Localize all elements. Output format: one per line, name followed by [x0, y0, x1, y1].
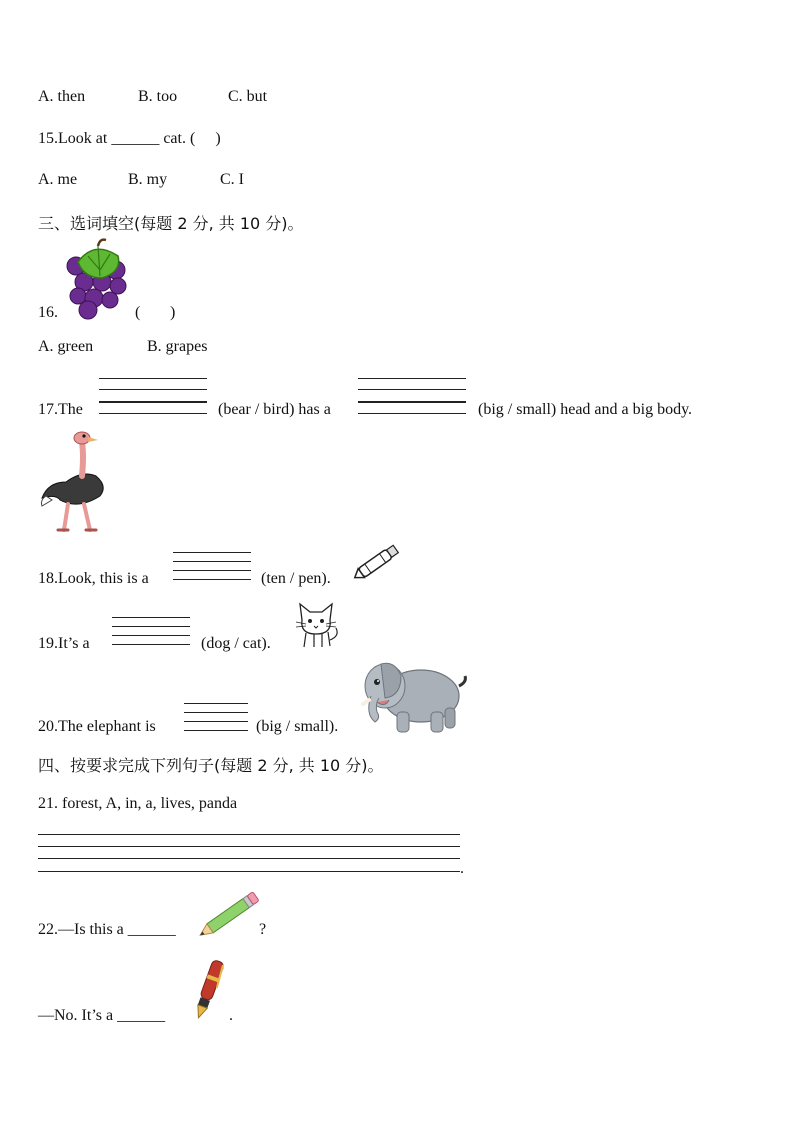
q16-paren-close: ) [170, 304, 176, 321]
q21-end-mark: . [460, 860, 464, 877]
cat-icon [292, 600, 340, 648]
q16-answer-space[interactable] [148, 304, 170, 322]
q17-prefix: 17.The [38, 401, 83, 418]
q15-option-b: B. my [128, 171, 168, 188]
q16-number: 16. [38, 304, 58, 321]
q18-writing-lines[interactable] [173, 552, 251, 584]
q17-middle: (bear / bird) has a [218, 401, 331, 418]
q15-suffix: cat. ( [159, 130, 196, 147]
q22-question-prefix: 22.—Is this a [38, 921, 128, 938]
q14-option-b: B. too [138, 88, 178, 105]
q21-writing-lines[interactable] [38, 834, 460, 874]
q20-writing-lines[interactable] [184, 703, 248, 735]
q15-option-c: C. I [220, 171, 244, 188]
q15-paren-close: ) [215, 130, 221, 147]
q17-writing-lines-2[interactable] [358, 378, 466, 418]
q18-prefix: 18.Look, this is a [38, 570, 149, 587]
q16-option-b: B. grapes [147, 338, 208, 355]
q22-answer-blank[interactable]: ______ [117, 1007, 166, 1024]
ostrich-icon [38, 430, 108, 534]
q15-blank[interactable]: ______ [111, 130, 160, 147]
pencil-icon [198, 893, 262, 937]
q19-suffix: (dog / cat). [201, 635, 271, 652]
q20-prefix: 20.The elephant is [38, 718, 156, 735]
q15-option-a: A. me [38, 171, 78, 188]
q16-paren-open: ( [135, 304, 141, 321]
q14-option-a: A. then [38, 88, 86, 105]
grapes-icon [64, 242, 130, 320]
q15-question [38, 130, 221, 148]
q20-suffix: (big / small). [256, 718, 339, 735]
q22-answer-line [38, 1007, 165, 1025]
q19-prefix: 19.It’s a [38, 635, 90, 652]
q21-prompt: 21. forest, A, in, a, lives, panda [38, 795, 238, 812]
q17-suffix: (big / small) head and a big body. [478, 401, 693, 418]
q15-prefix: 15.Look at [38, 130, 112, 147]
q22-question-blank[interactable]: ______ [127, 921, 176, 938]
fountain-pen-icon [188, 956, 232, 1022]
elephant-icon [355, 656, 467, 736]
q14-option-c: C. but [228, 88, 268, 105]
q22-question-mark: ? [259, 921, 267, 938]
q22-answer-prefix: —No. It’s a [38, 1007, 118, 1024]
q19-writing-lines[interactable] [112, 617, 190, 649]
section3-title: 三、选词填空(每题 2 分, 共 10 分)。 [38, 214, 304, 233]
q22-answer-end: . [229, 1007, 233, 1024]
q22-question-line [38, 921, 176, 939]
section4-title: 四、按要求完成下列句子(每题 2 分, 共 10 分)。 [38, 756, 384, 775]
pen-icon [352, 542, 404, 582]
q18-suffix: (ten / pen). [261, 570, 331, 587]
q17-writing-lines-1[interactable] [99, 378, 207, 418]
q16-option-a: A. green [38, 338, 94, 355]
